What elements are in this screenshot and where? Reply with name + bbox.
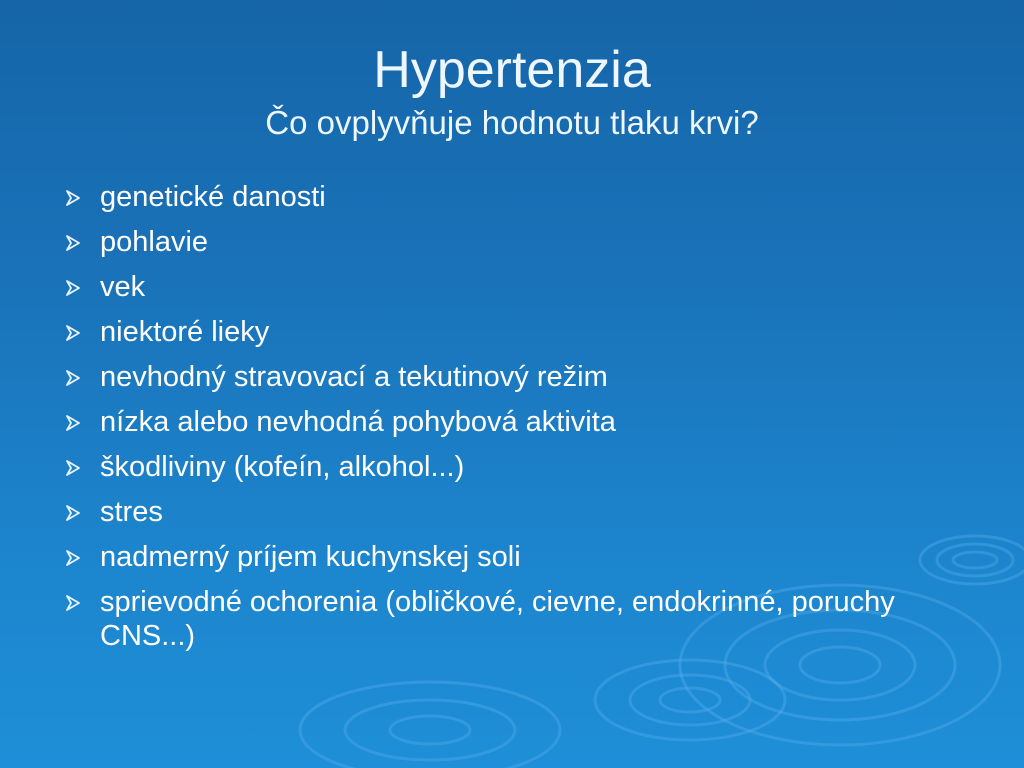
title-block xyxy=(0,40,1024,144)
chevron-right-arrow-icon xyxy=(64,459,82,477)
slide-title: Hypertenzia xyxy=(373,41,651,99)
chevron-right-arrow-icon xyxy=(64,324,82,342)
slide-subtitle: Čo ovplyvňuje hodnotu tlaku krvi? xyxy=(265,104,759,141)
bullet-text: pohlavie xyxy=(100,226,209,258)
bullet-text: škodliviny (kofeín, alkohol...) xyxy=(100,451,465,483)
bullet-text: niektoré lieky xyxy=(100,316,270,348)
bullet-text: nevhodný stravovací a tekutinový režim xyxy=(100,361,608,393)
bullet-item xyxy=(60,315,960,349)
bullet-text: nízka alebo nevhodná pohybová aktivita xyxy=(100,406,616,438)
bullet-list xyxy=(60,180,960,664)
chevron-right-arrow-icon xyxy=(64,369,82,387)
bullet-item xyxy=(60,180,960,214)
bullet-text: vek xyxy=(100,271,146,303)
bullet-item xyxy=(60,270,960,304)
chevron-right-arrow-icon xyxy=(64,414,82,432)
bullet-item xyxy=(60,495,960,529)
chevron-right-arrow-icon xyxy=(64,189,82,207)
bullet-text: stres xyxy=(100,496,163,528)
bullet-item xyxy=(60,225,960,259)
bullet-text: sprievodné ochorenia (obličkové, cievne, endokrinné, poruchy CNS...) xyxy=(100,586,895,652)
bullet-text: genetické danosti xyxy=(100,181,326,213)
bullet-item xyxy=(60,405,960,439)
chevron-right-arrow-icon xyxy=(64,594,82,612)
chevron-right-arrow-icon xyxy=(64,549,82,567)
bullet-item xyxy=(60,450,960,484)
bullet-item xyxy=(60,540,960,574)
bullet-item xyxy=(60,585,960,653)
bullet-text: nadmerný príjem kuchynskej soli xyxy=(100,541,521,573)
bullet-item xyxy=(60,360,960,394)
chevron-right-arrow-icon xyxy=(64,279,82,297)
chevron-right-arrow-icon xyxy=(64,504,82,522)
chevron-right-arrow-icon xyxy=(64,234,82,252)
